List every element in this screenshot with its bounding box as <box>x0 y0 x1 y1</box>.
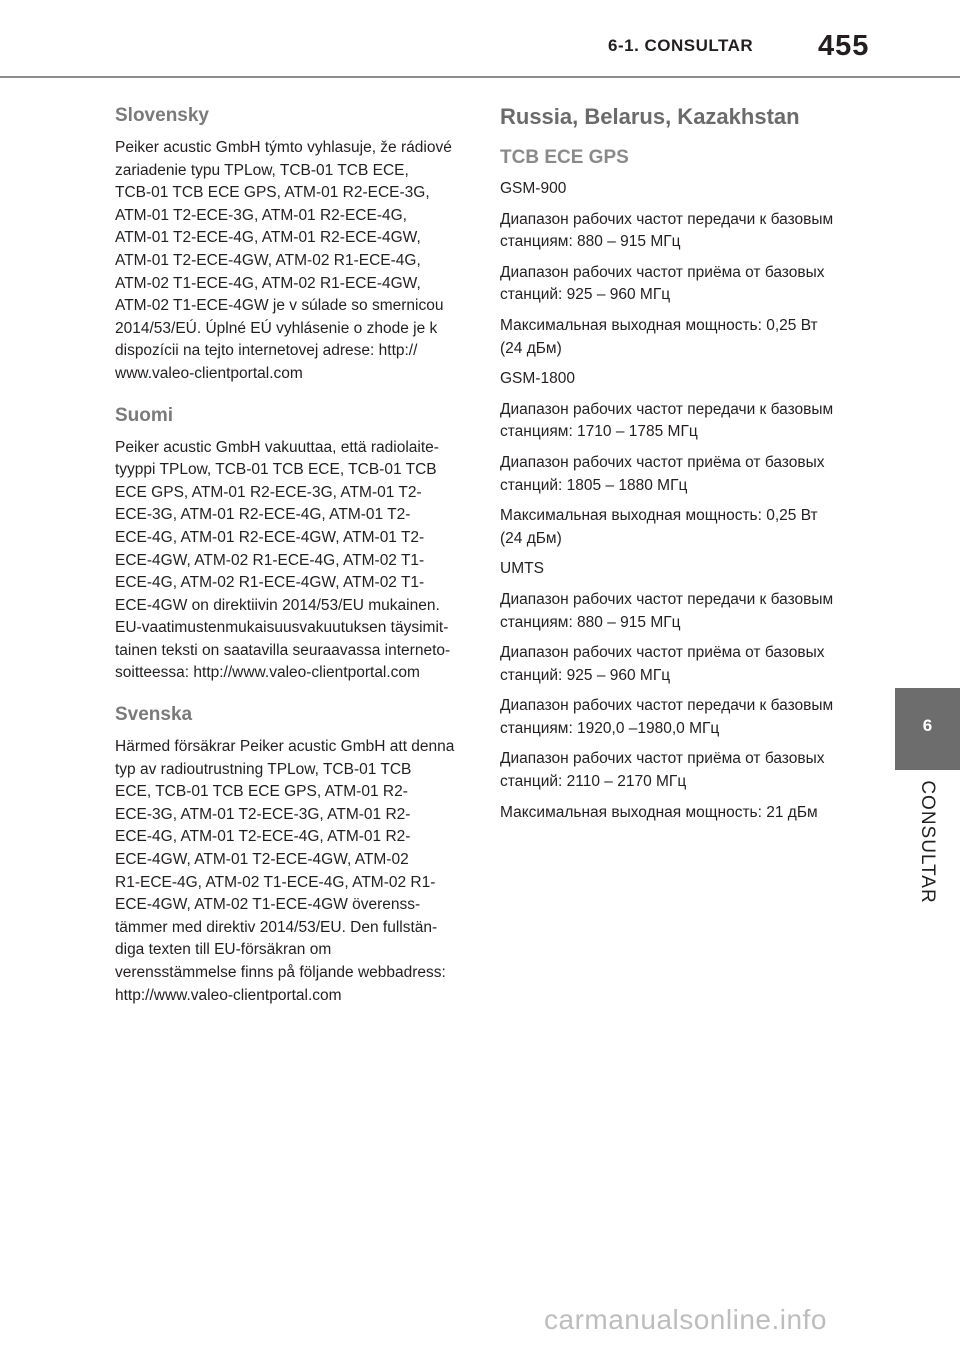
text-line: GSM-900 <box>500 180 567 197</box>
heading-svenska: Svenska <box>115 704 193 726</box>
text-line: Диапазон рабочих частот передачи к базовым <box>500 590 834 608</box>
text-line: tainen teksti on saatavilla seuraavassa interneto- <box>115 641 451 659</box>
text-line: 2014/53/EÚ. Úplné EÚ vyhlásenie o zhode je k <box>115 319 438 337</box>
band-label-umts <box>500 558 850 581</box>
page-header <box>0 0 960 80</box>
right-column <box>500 104 850 832</box>
text-line: ECE-3G, ATM-01 R2-ECE-4G, ATM-01 T2- <box>115 506 411 524</box>
text-line: Диапазон рабочих частот передачи к базовым <box>500 697 834 715</box>
text-line: tämmer med direktiv 2014/53/EU. Den fullstän- <box>115 918 438 936</box>
spec-paragraph <box>500 505 850 550</box>
spec-paragraph <box>500 209 850 254</box>
text-line: dispozícii na tejto internetovej adrese: http:// <box>115 342 418 360</box>
text-line: станциям: 880 – 915 МГц <box>500 233 681 251</box>
text-line: станций: 925 – 960 МГц <box>500 286 671 304</box>
text-line: ECE-4GW, ATM-02 T1-ECE-4GW överenss- <box>115 896 421 914</box>
text-line: Максимальная выходная мощность: 0,25 Вт <box>500 507 818 525</box>
text-line: UMTS <box>500 560 544 578</box>
paragraph-svenska <box>115 736 465 1007</box>
spec-paragraph <box>500 642 850 687</box>
text-line: (24 дБм) <box>500 529 562 547</box>
text-line: ECE-4G, ATM-01 T2-ECE-4G, ATM-01 R2- <box>115 828 411 846</box>
text-line: typ av radioutrustning TPLow, TCB-01 TCB <box>115 760 412 778</box>
heading-russia-belarus-kazakhstan: Russia, Belarus, Kazakhstan <box>500 104 800 129</box>
text-line: ATM-01 T2-ECE-4G, ATM-01 R2-ECE-4GW, <box>115 229 421 247</box>
text-line: станциям: 1920,0 –1980,0 МГц <box>500 719 720 737</box>
text-line: Максимальная выходная мощность: 0,25 Вт <box>500 316 818 334</box>
text-line: Диапазон рабочих частот передачи к базовым <box>500 210 834 228</box>
text-line: ATM-02 T1-ECE-4G, ATM-02 R1-ECE-4GW, <box>115 274 421 292</box>
text-line: Диапазон рабочих частот приёма от базовых <box>500 263 825 281</box>
text-line: станциям: 1710 – 1785 МГц <box>500 423 698 441</box>
text-line: станций: 925 – 960 МГц <box>500 666 671 684</box>
page-number: 455 <box>818 30 870 62</box>
text-line: ATM-01 T2-ECE-3G, ATM-01 R2-ECE-4G, <box>115 206 407 224</box>
section-label: 6-1. CONSULTAR <box>608 36 754 55</box>
chapter-number: 6 <box>922 716 933 735</box>
text-line: ECE GPS, ATM-01 R2-ECE-3G, ATM-01 T2- <box>115 483 422 501</box>
text-line: ECE-4G, ATM-01 R2-ECE-4GW, ATM-01 T2- <box>115 528 425 546</box>
chapter-side-label: CONSULTAR <box>917 780 938 904</box>
text-line: Peiker acustic GmbH týmto vyhlasuje, že rádiové <box>115 139 452 156</box>
text-line: Диапазон рабочих частот приёма от базовых <box>500 750 825 768</box>
text-line: soitteessa: http://www.valeo-clientportal.com <box>115 664 420 682</box>
text-line: tyyppi TPLow, TCB-01 TCB ECE, TCB-01 TCB <box>115 461 437 479</box>
text-line: diga texten till EU-försäkran om <box>115 941 332 959</box>
text-line: Диапазон рабочих частот приёма от базовых <box>500 453 825 471</box>
heading-suomi: Suomi <box>115 404 174 426</box>
text-line: Peiker acustic GmbH vakuuttaa, että radiolaite- <box>115 438 439 456</box>
text-line: станций: 2110 – 2170 МГц <box>500 773 687 791</box>
text-line: станций: 1805 – 1880 МГц <box>500 476 688 494</box>
text-line: ATM-01 T2-ECE-4GW, ATM-02 R1-ECE-4G, <box>115 251 421 269</box>
text-line: ECE-3G, ATM-01 T2-ECE-3G, ATM-01 R2- <box>115 805 411 823</box>
header-divider <box>0 76 960 78</box>
text-line: verensstämmelse finns på följande webbadress: <box>115 964 446 981</box>
spec-paragraph <box>500 748 850 793</box>
band-label-gsm1800 <box>500 368 850 391</box>
text-line: ECE-4G, ATM-02 R1-ECE-4GW, ATM-02 T1- <box>115 574 425 592</box>
left-column <box>115 104 465 1007</box>
text-line: (24 дБм) <box>500 339 562 357</box>
text-line: Диапазон рабочих частот передачи к базовым <box>500 400 834 418</box>
heading-tcb-ece-gps: TCB ECE GPS <box>500 147 629 168</box>
text-line: EU-vaatimustenmukaisuusvakuutuksen täysimit- <box>115 619 449 637</box>
spec-paragraph <box>500 315 850 360</box>
text-line: станциям: 880 – 915 МГц <box>500 613 681 631</box>
text-line: http://www.valeo-clientportal.com <box>115 986 342 1004</box>
text-line: GSM-1800 <box>500 370 575 388</box>
spec-paragraph <box>500 802 850 825</box>
spec-paragraph <box>500 589 850 634</box>
text-line: Максимальная выходная мощность: 21 дБм <box>500 803 818 821</box>
band-label-gsm900 <box>500 178 850 201</box>
spec-paragraph <box>500 262 850 307</box>
text-line: ECE-4GW, ATM-01 T2-ECE-4GW, ATM-02 <box>115 851 409 869</box>
text-line: TCB-01 TCB ECE GPS, ATM-01 R2-ECE-3G, <box>115 184 430 202</box>
text-line: zariadenie typu TPLow, TCB-01 TCB ECE, <box>115 161 409 179</box>
paragraph-slovensky <box>115 137 465 386</box>
text-line: R1-ECE-4G, ATM-02 T1-ECE-4G, ATM-02 R1- <box>115 873 436 891</box>
text-line: Диапазон рабочих частот приёма от базовых <box>500 644 825 662</box>
watermark: carmanualsonline.info <box>544 1304 827 1335</box>
text-line: Härmed försäkrar Peiker acustic GmbH att denna <box>115 738 455 756</box>
spec-paragraph <box>500 452 850 497</box>
spec-paragraph <box>500 695 850 740</box>
text-line: ATM-02 T1-ECE-4GW je v súlade so smernicou <box>115 297 444 315</box>
text-line: www.valeo-clientportal.com <box>115 364 303 382</box>
heading-slovensky: Slovensky <box>115 105 209 126</box>
spec-paragraph <box>500 399 850 444</box>
chapter-tab[interactable] <box>895 688 960 770</box>
text-line: ECE-4GW on direktiivin 2014/53/EU mukainen. <box>115 596 440 614</box>
text-line: ECE-4GW, ATM-02 R1-ECE-4G, ATM-02 T1- <box>115 551 425 569</box>
paragraph-suomi <box>115 437 465 686</box>
text-line: ECE, TCB-01 TCB ECE GPS, ATM-01 R2- <box>115 783 408 801</box>
